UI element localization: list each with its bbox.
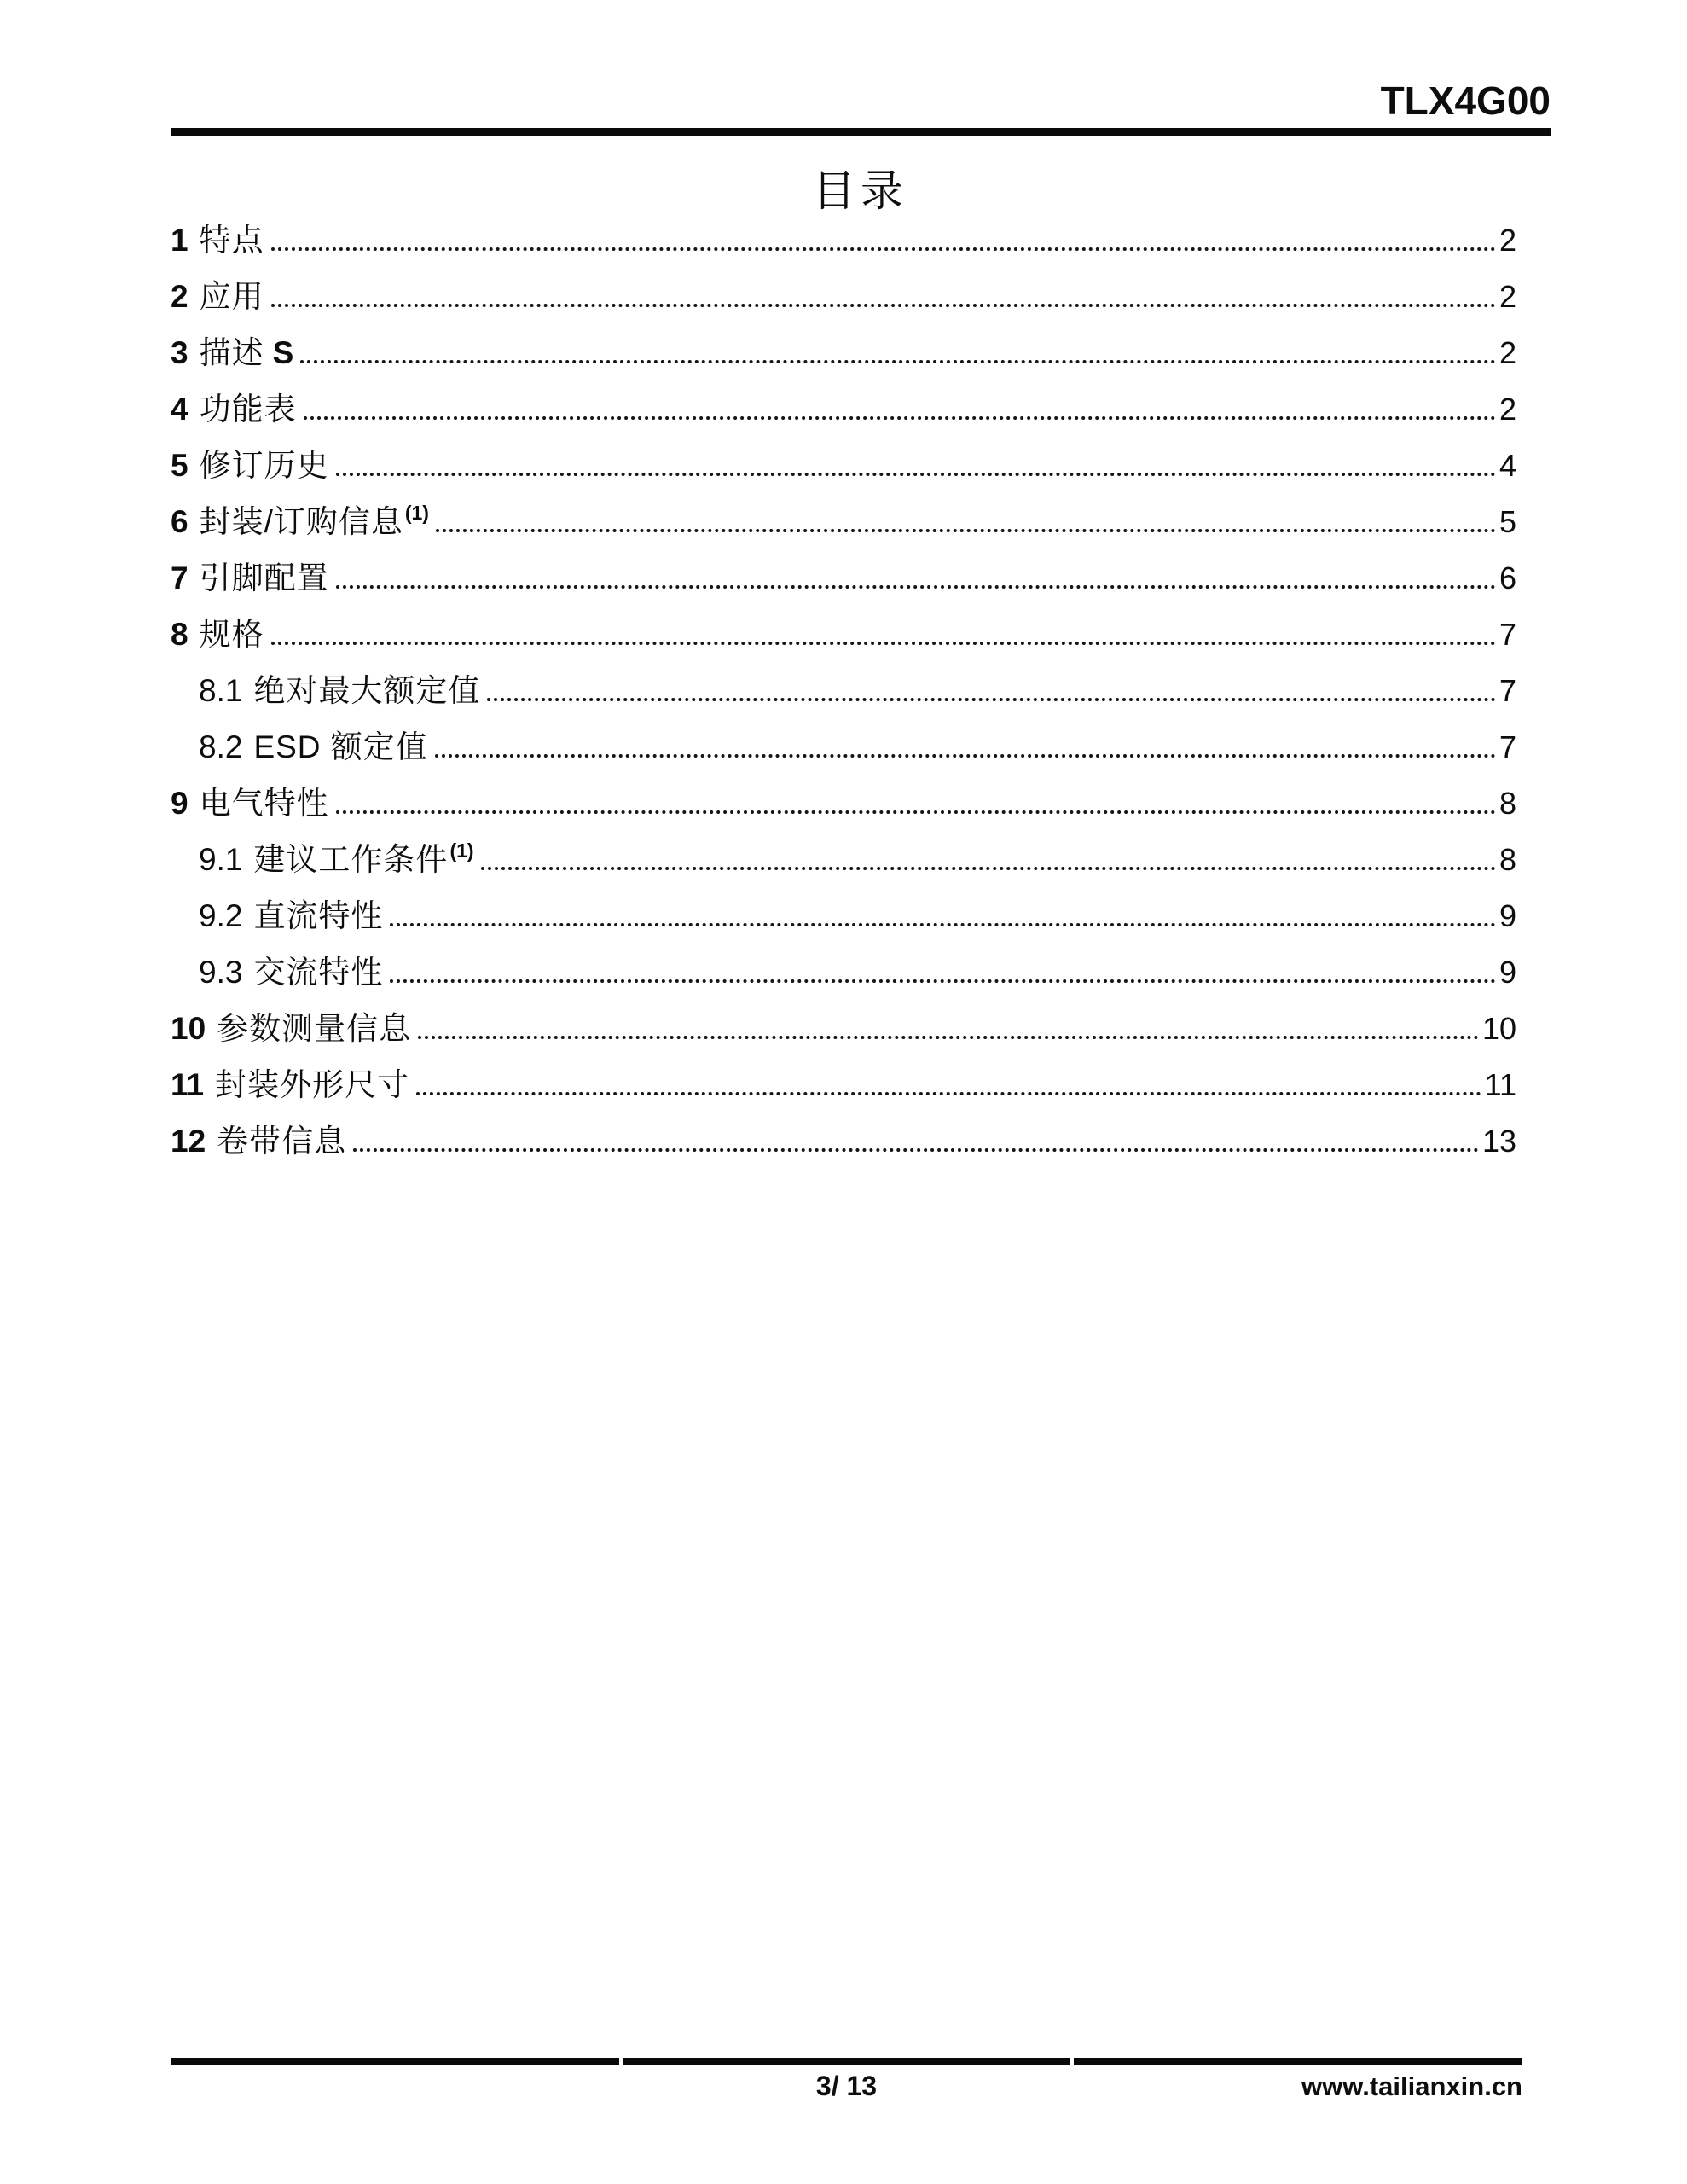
toc-entry-page-number: 10 <box>1481 1011 1516 1046</box>
toc-entry[interactable] <box>171 944 1516 1001</box>
dot-leader <box>436 529 1496 532</box>
toc-entry-number: 5 <box>171 448 188 483</box>
dot-leader <box>390 923 1496 926</box>
toc-entry-superscript: (1) <box>449 839 474 862</box>
toc-entry-label: 封装外形尺寸 <box>215 1067 410 1102</box>
toc-entry[interactable] <box>171 832 1516 888</box>
footer-rule-segment <box>1074 2058 1522 2065</box>
footer-rule <box>171 2058 1522 2065</box>
dot-leader <box>416 1092 1481 1095</box>
footer-line <box>171 2071 1522 2106</box>
toc-entry-label: 规格 <box>199 617 264 652</box>
toc-entry-number: 9.3 <box>199 955 243 990</box>
footer-rule-segment <box>623 2058 1071 2065</box>
toc-entry-number: 9.2 <box>199 898 243 933</box>
toc-entry-label-bold: S <box>272 335 294 370</box>
dot-leader <box>435 754 1496 758</box>
toc-entry-label: 交流特性 <box>253 955 384 990</box>
toc-entry[interactable] <box>171 438 1516 494</box>
toc-entry-number: 9 <box>171 786 188 821</box>
toc-entry[interactable] <box>171 1057 1516 1113</box>
header-rule <box>171 128 1551 136</box>
toc-entry-number: 11 <box>171 1067 205 1102</box>
dot-leader <box>304 416 1496 420</box>
toc-entry-page-number: 6 <box>1499 561 1516 595</box>
dot-leader <box>481 867 1496 870</box>
toc-entry-superscript: (1) <box>404 502 429 524</box>
toc-entry[interactable] <box>171 663 1516 719</box>
toc-entry[interactable] <box>171 1113 1516 1170</box>
toc-entry-page-number: 2 <box>1499 279 1516 314</box>
toc-entry-page-number: 9 <box>1499 955 1516 990</box>
toc-entry[interactable] <box>171 607 1516 663</box>
dot-leader <box>418 1036 1479 1039</box>
page-content <box>171 0 1551 1170</box>
toc-entry-label: 应用 <box>199 279 264 314</box>
toc-entry-label: 引脚配置 <box>199 561 329 595</box>
toc-entry[interactable] <box>171 1001 1516 1057</box>
dot-leader <box>487 698 1496 701</box>
toc-entry-number: 3 <box>171 335 188 370</box>
toc-entry-number: 2 <box>171 279 188 314</box>
toc-entry-page-number: 8 <box>1499 842 1516 877</box>
toc-entry[interactable] <box>171 269 1516 325</box>
toc-entry-label: 绝对最大额定值 <box>253 673 481 708</box>
page-footer <box>171 2058 1522 2106</box>
page-title: 目录 <box>813 166 908 216</box>
toc-entry-number: 8.1 <box>199 673 243 708</box>
dot-leader <box>271 247 1496 251</box>
dot-leader <box>271 642 1496 645</box>
dot-leader <box>390 979 1496 983</box>
toc-entry-label: ESD 额定值 <box>253 729 428 764</box>
dot-leader <box>336 585 1496 589</box>
toc-entry-number: 9.1 <box>199 842 243 877</box>
toc-entry-page-number: 11 <box>1484 1067 1516 1102</box>
toc-entry-label: 卷带信息 <box>217 1124 347 1159</box>
toc-entry[interactable] <box>171 775 1516 832</box>
toc-entry-page-number: 2 <box>1499 335 1516 370</box>
toc-entry-page-number: 13 <box>1481 1124 1516 1159</box>
toc-entry-page-number: 2 <box>1499 223 1516 258</box>
toc-entry-label: 电气特性 <box>199 786 329 821</box>
toc-entry[interactable] <box>171 381 1516 438</box>
page-indicator: 3/ 13 <box>815 2071 878 2101</box>
dot-leader <box>353 1148 1479 1152</box>
toc-entry-page-number: 2 <box>1499 392 1516 427</box>
toc-entry-page-number: 9 <box>1499 898 1516 933</box>
toc-entry-label: 参数测量信息 <box>217 1011 412 1046</box>
dot-leader <box>336 473 1496 476</box>
toc-entry-number: 12 <box>171 1124 206 1159</box>
toc-entry[interactable] <box>171 719 1516 775</box>
toc-entry-number: 1 <box>171 223 188 258</box>
toc-entry-label: 直流特性 <box>253 898 384 933</box>
toc-entry-number: 4 <box>171 392 188 427</box>
toc-entry-page-number: 5 <box>1499 504 1516 539</box>
toc-entry[interactable] <box>171 212 1516 269</box>
toc-entry-number: 6 <box>171 504 188 539</box>
toc-entry-label: 特点 <box>199 223 264 258</box>
website-link[interactable]: www.tailianxin.cn <box>1301 2071 1522 2101</box>
toc-entry-number: 8 <box>171 617 188 652</box>
toc-entry[interactable] <box>171 888 1516 944</box>
toc-entry[interactable] <box>171 494 1516 550</box>
footer-rule-segment <box>171 2058 619 2065</box>
toc-entry[interactable] <box>171 325 1516 381</box>
toc-list <box>171 212 1551 1170</box>
toc-entry-page-number: 4 <box>1499 448 1516 483</box>
toc-entry-page-number: 8 <box>1499 786 1516 821</box>
toc-entry-page-number: 7 <box>1499 617 1516 652</box>
doc-title: TLX4G00 <box>1380 78 1551 123</box>
toc-entry[interactable] <box>171 550 1516 607</box>
toc-entry-label: 描述 <box>199 335 264 370</box>
toc-entry-number: 8.2 <box>199 729 243 764</box>
dot-leader <box>271 304 1496 307</box>
toc-entry-label: 封装/订购信息 <box>199 504 403 539</box>
toc-entry-label: 修订历史 <box>199 448 329 483</box>
toc-entry-page-number: 7 <box>1499 673 1516 708</box>
toc-entry-number: 10 <box>171 1011 206 1046</box>
toc-entry-label: 功能表 <box>199 392 297 427</box>
toc-entry-label: 建议工作条件 <box>253 842 449 877</box>
dot-leader <box>336 810 1496 814</box>
toc-entry-page-number: 7 <box>1499 729 1516 764</box>
toc-entry-number: 7 <box>171 561 188 595</box>
dot-leader <box>300 360 1496 363</box>
